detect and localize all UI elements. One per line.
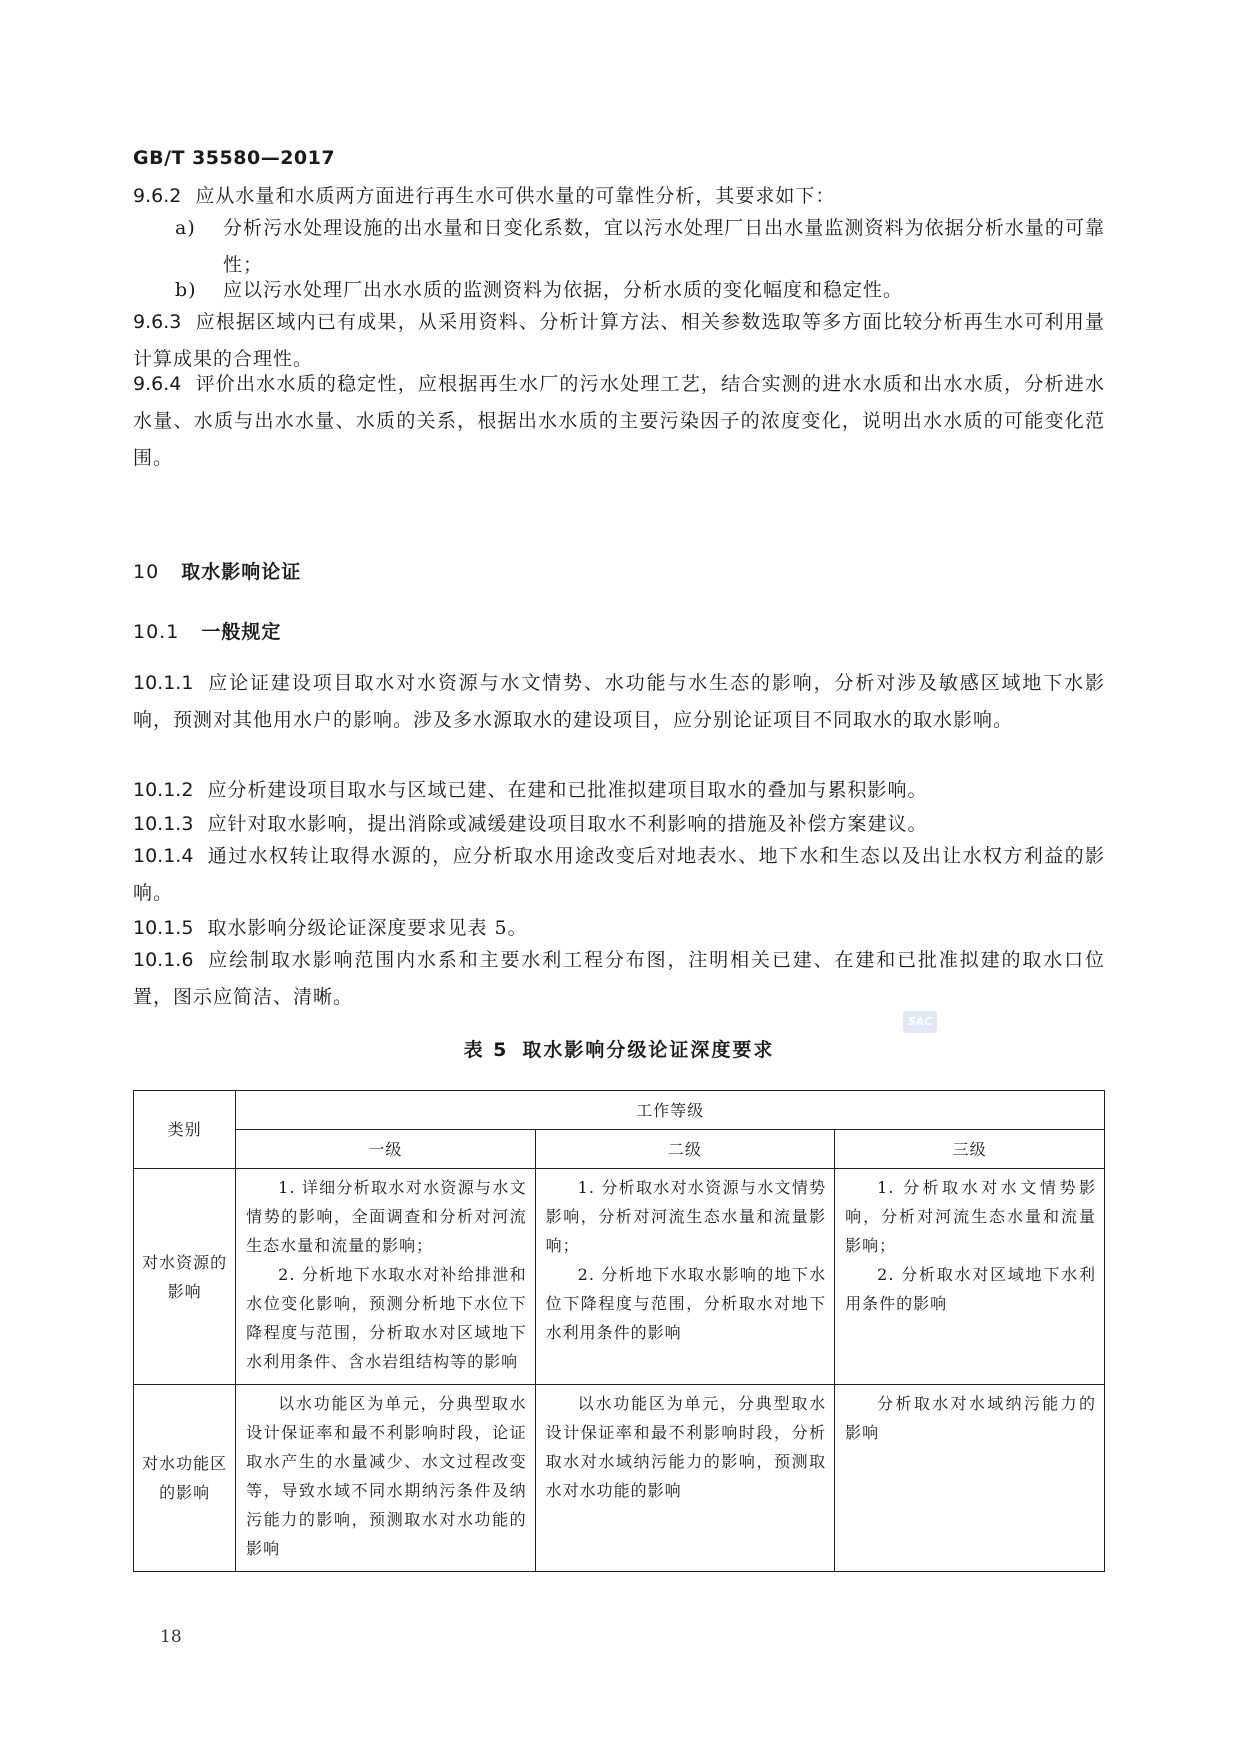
cell-line: 分析取水对水域纳污能力的影响 — [845, 1394, 1096, 1442]
section-10-heading — [133, 557, 301, 584]
clause-text: 评价出水水质的稳定性，应根据再生水厂的污水处理工艺，结合实测的进水水质和出水水质，分析进水水量、水质与出水水量、水质的关系，根据出水水质的主要污染因子的浓度变化，说明出水水质的可能变化范围。 — [133, 373, 1105, 469]
table-5-caption — [133, 1035, 1105, 1062]
clause-text: 应针对取水影响，提出消除或减缓建设项目取水不利影响的措施及补偿方案建议。 — [207, 813, 928, 835]
cell-line: 1. 分析取水对水文情势影响，分析对河流生态水量和流量影响； — [845, 1178, 1096, 1255]
clause-number: 10.1.6 — [133, 949, 194, 971]
clause-number: 10.1.4 — [133, 845, 194, 867]
cell-line: 1. 分析取水对水资源与水文情势影响，分析对河流生态水量和流量影响； — [545, 1178, 827, 1255]
table-number: 表 5 — [463, 1039, 509, 1061]
row-category: 对水资源的影响 — [134, 1169, 236, 1385]
section-10-1-heading — [133, 617, 281, 644]
cell-line: 2. 分析取水对区域地下水利用条件的影响 — [845, 1265, 1096, 1313]
section-number: 10 — [133, 561, 160, 583]
header-category: 类别 — [134, 1091, 236, 1169]
clause-9-6-4 — [133, 366, 1105, 477]
clause-text: 应根据区域内已有成果，从采用资料、分析计算方法、相关参数选取等多方面比较分析再生水可利用量计算成果的合理性。 — [133, 311, 1105, 370]
clause-number: 10.1.3 — [133, 813, 194, 835]
header-level-3: 三级 — [835, 1130, 1105, 1169]
clause-text: 通过水权转让取得水源的，应分析取水用途改变后对地表水、地下水和生态以及出让水权方利益的影响。 — [133, 845, 1105, 904]
section-number: 10.1 — [133, 621, 180, 643]
header-work-level: 工作等级 — [236, 1091, 1105, 1130]
clause-text: 取水影响分级论证深度要求见表 5。 — [207, 917, 528, 939]
cell-level-3 — [835, 1169, 1105, 1385]
cell-line: 1. 详细分析取水对水资源与水文情势的影响，全面调查和分析对河流生态水量和流量的影响； — [246, 1178, 527, 1255]
clause-text: 应从水量和水质两方面进行再生水可供水量的可靠性分析，其要求如下： — [195, 185, 836, 207]
clause-text: 应分析建设项目取水与区域已建、在建和已批准拟建项目取水的叠加与累积影响。 — [207, 779, 928, 801]
clause-10-1-2 — [133, 772, 1105, 809]
table-5 — [133, 1090, 1105, 1572]
page-number: 18 — [160, 1627, 182, 1647]
sac-watermark-logo: SAC — [903, 1011, 937, 1033]
cell-level-1 — [236, 1169, 536, 1385]
table-row — [134, 1385, 1105, 1572]
clause-number: 10.1.1 — [133, 672, 194, 694]
clause-10-1-4 — [133, 838, 1105, 912]
list-text: 应以污水处理厂出水水质的监测资料为依据，分析水质的变化幅度和稳定性。 — [223, 279, 904, 301]
list-label: a) — [175, 217, 196, 239]
list-label: b) — [175, 279, 197, 301]
list-text: 分析污水处理设施的出水量和日变化系数，宜以污水处理厂日出水量监测资料为依据分析水量的可靠性； — [223, 217, 1105, 276]
standard-number: GB/T 35580—2017 — [133, 147, 336, 169]
clause-number: 10.1.5 — [133, 917, 194, 939]
table-row — [134, 1169, 1105, 1385]
row-category: 对水功能区的影响 — [134, 1385, 236, 1572]
cell-level-1 — [236, 1385, 536, 1572]
header-level-1: 一级 — [236, 1130, 536, 1169]
clause-number: 9.6.4 — [133, 373, 182, 395]
cell-line: 2. 分析地下水取水影响的地下水位下降程度与范围，分析取水对地下水利用条件的影响 — [545, 1265, 827, 1342]
cell-level-3 — [835, 1385, 1105, 1572]
header-level-2: 二级 — [535, 1130, 835, 1169]
clause-10-1-6 — [133, 942, 1105, 1016]
table-title: 取水影响分级论证深度要求 — [522, 1039, 775, 1061]
section-title: 一般规定 — [201, 621, 282, 643]
cell-line: 2. 分析地下水取水对补给排泄和水位变化影响，预测分析地下水位下降程度与范围，分析取水对区域地下水利用条件、含水岩组结构等的影响 — [246, 1265, 527, 1371]
cell-level-2 — [535, 1385, 835, 1572]
cell-line: 以水功能区为单元，分典型取水设计保证率和最不利影响时段，论证取水产生的水量减少、水文过程改变等，导致水域不同水期纳污条件及纳污能力的影响，预测取水对水功能的影响 — [246, 1394, 527, 1558]
clause-number: 9.6.2 — [133, 185, 182, 207]
clause-text: 应论证建设项目取水对水资源与水文情势、水功能与水生态的影响，分析对涉及敏感区域地下水影响，预测对其他用水户的影响。涉及多水源取水的建设项目，应分别论证项目不同取水的取水影响。 — [133, 672, 1105, 731]
clause-10-1-1 — [133, 665, 1105, 739]
clause-number: 9.6.3 — [133, 311, 182, 333]
cell-line: 以水功能区为单元，分典型取水设计保证率和最不利影响时段，分析取水对水域纳污能力的影响，预测取水对水功能的影响 — [545, 1394, 827, 1500]
cell-level-2 — [535, 1169, 835, 1385]
section-title: 取水影响论证 — [181, 561, 302, 583]
clause-number: 10.1.2 — [133, 779, 194, 801]
clause-text: 应绘制取水影响范围内水系和主要水利工程分布图，注明相关已建、在建和已批准拟建的取水口位置，图示应简洁、清晰。 — [133, 949, 1105, 1008]
